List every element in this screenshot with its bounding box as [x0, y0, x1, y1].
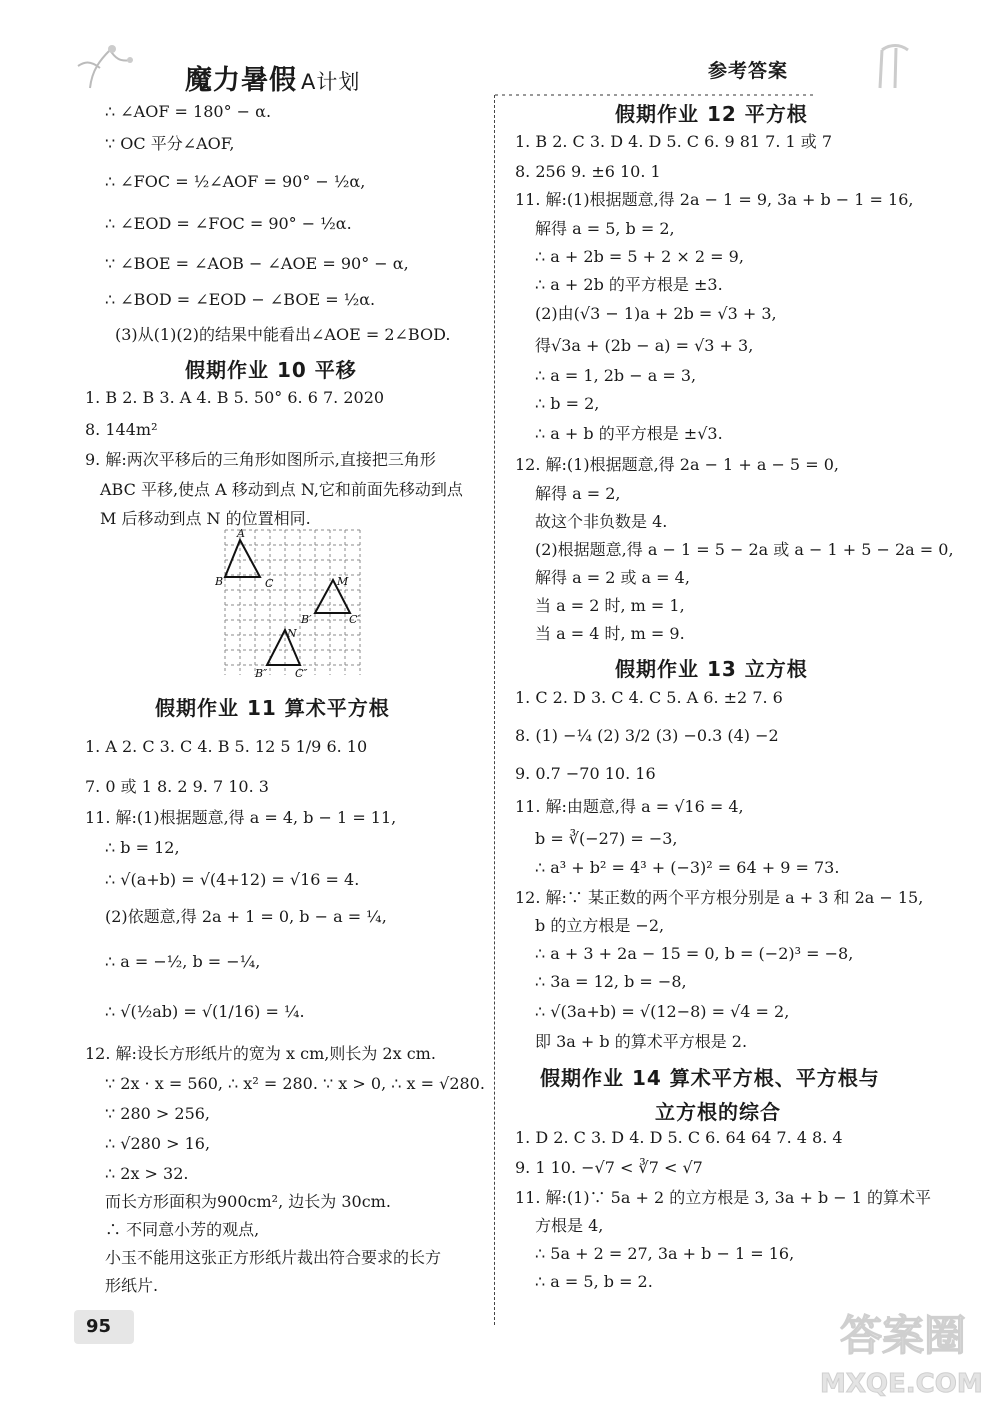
text-line: ∵ ∠BOE = ∠AOB − ∠AOE = 90° − α, — [105, 254, 409, 273]
answer-line: 11. 解:(1)根据题意,得 2a − 1 = 9, 3a + b − 1 = 16, — [515, 190, 914, 209]
answer-line: 8. (1) −¼ (2) 3/2 (3) −0.3 (4) −2 — [515, 726, 779, 745]
answer-line: 12. 解:∵ 某正数的两个平方根分别是 a + 3 和 2a − 15, — [515, 888, 924, 907]
text-line: ∴ a + 2b 的平方根是 ±3. — [535, 275, 723, 294]
text-line: ∴ b = 12, — [105, 838, 180, 857]
text-line: ∴ b = 2, — [535, 394, 600, 413]
answer-line: 11. 解:(1)∵ 5a + 2 的立方根是 3, 3a + b − 1 的算术平 — [515, 1188, 932, 1207]
header-dot-rule — [495, 93, 815, 97]
figure-label: N — [287, 627, 297, 640]
figure-label: B′ — [301, 613, 312, 626]
text-line: M 后移动到点 N 的位置相同. — [100, 509, 311, 528]
text-line: ∴ ∠AOF = 180° − α. — [105, 102, 272, 121]
translation-grid-figure — [215, 525, 375, 680]
figure-label: B — [215, 575, 224, 588]
figure-label: C′ — [349, 613, 360, 626]
text-line: 解得 a = 2 或 a = 4, — [535, 568, 690, 587]
text-line: ∵ 280 > 256, — [105, 1104, 211, 1123]
section-title-14: 假期作业 14 算术平方根、平方根与 — [540, 1066, 880, 1090]
text-line: ∴ ∠FOC = ½∠AOF = 90° − ½α, — [105, 172, 366, 191]
text-line: 形纸片. — [105, 1276, 159, 1295]
section-title-14-cont: 立方根的综合 — [655, 1100, 781, 1124]
plant-decoration-right-icon — [860, 40, 930, 90]
text-line: ∴ √(3a+b) = √(12−8) = √4 = 2, — [535, 1002, 790, 1021]
answer-line: 11. 解:由题意,得 a = √16 = 4, — [515, 797, 744, 816]
text-line: 解得 a = 2, — [535, 484, 621, 503]
text-line: ∵ 2x · x = 560, ∴ x² = 280. ∵ x > 0, ∴ x = √280. — [105, 1074, 485, 1093]
text-line: 当 a = 2 时, m = 1, — [535, 596, 685, 615]
column-divider — [494, 95, 495, 1325]
answer-line: 1. C 2. D 3. C 4. C 5. A 6. ±2 7. 6 — [515, 688, 783, 707]
text-line: 当 a = 4 时, m = 9. — [535, 624, 685, 643]
text-line: b 的立方根是 −2, — [535, 916, 665, 935]
text-line: ∴ 不同意小芳的观点, — [105, 1220, 260, 1239]
brand-title: 魔力暑假 — [185, 65, 297, 96]
text-line: ∴ a = −½, b = −¼, — [105, 952, 261, 971]
header-answer-title: 参考答案 — [708, 60, 789, 82]
text-line: ∵ OC 平分∠AOF, — [105, 134, 235, 153]
text-line: ∴ a³ + b² = 4³ + (−3)² = 64 + 9 = 73. — [535, 858, 840, 877]
text-line: 方根是 4, — [535, 1216, 604, 1235]
figure-label: A — [237, 527, 245, 540]
answer-line: 12. 解:(1)根据题意,得 2a − 1 + a − 5 = 0, — [515, 455, 839, 474]
section-title-10: 假期作业 10 平移 — [185, 358, 357, 382]
text-line: ∴ √280 > 16, — [105, 1134, 211, 1153]
text-line: (3)从(1)(2)的结果中能看出∠AOE = 2∠BOD. — [115, 325, 451, 344]
text-line: ∴ a = 5, b = 2. — [535, 1272, 653, 1291]
answer-line: 1. A 2. C 3. C 4. B 5. 12 5 1/9 6. 10 — [85, 737, 368, 756]
text-line: b = ∛(−27) = −3, — [535, 829, 678, 848]
text-line: ABC 平移,使点 A 移动到点 N,它和前面先移动到点 — [100, 480, 463, 499]
text-line: ∴ a + 2b = 5 + 2 × 2 = 9, — [535, 247, 744, 266]
watermark-bottom: MXQE.COM — [820, 1369, 983, 1399]
answer-line: 7. 0 或 1 8. 2 9. 7 10. 3 — [85, 777, 269, 796]
section-title-11: 假期作业 11 算术平方根 — [155, 696, 390, 720]
book-brand — [185, 58, 360, 97]
text-line: ∴ a + 3 + 2a − 15 = 0, b = (−2)³ = −8, — [535, 944, 854, 963]
answer-line: 1. B 2. B 3. A 4. B 5. 50° 6. 6 7. 2020 — [85, 388, 385, 407]
text-line: 得√3a + (2b − a) = √3 + 3, — [535, 336, 754, 355]
watermark-logo — [780, 1300, 995, 1400]
text-line: ∴ 2x > 32. — [105, 1164, 189, 1183]
text-line: (2)根据题意,得 a − 1 = 5 − 2a 或 a − 1 + 5 − 2a = 0, — [535, 540, 954, 559]
text-line: ∴ a + b 的平方根是 ±√3. — [535, 424, 723, 443]
text-line: 而长方形面积为900cm², 边长为 30cm. — [105, 1192, 391, 1211]
page-number: 95 — [74, 1310, 134, 1344]
figure-label: C″ — [295, 667, 308, 680]
answer-line: 9. 0.7 −70 10. 16 — [515, 764, 656, 783]
answer-line: 8. 256 9. ±6 10. 1 — [515, 162, 661, 181]
watermark-top: 答案圈 — [840, 1311, 967, 1360]
answer-line: 1. B 2. C 3. D 4. D 5. C 6. 9 81 7. 1 或 7 — [515, 132, 833, 151]
text-line: ∴ √(½ab) = √(1/16) = ¼. — [105, 1002, 305, 1021]
answer-line: 8. 144m² — [85, 420, 158, 439]
section-title-13: 假期作业 13 立方根 — [615, 657, 808, 681]
text-line: 即 3a + b 的算术平方根是 2. — [535, 1032, 748, 1051]
text-line: 解得 a = 5, b = 2, — [535, 219, 675, 238]
figure-label: C — [265, 577, 274, 590]
answer-line: 11. 解:(1)根据题意,得 a = 4, b − 1 = 11, — [85, 808, 397, 827]
text-line: 故这个非负数是 4. — [535, 512, 668, 531]
text-line: ∴ a = 1, 2b − a = 3, — [535, 366, 697, 385]
figure-label: M — [337, 575, 349, 588]
section-title-12: 假期作业 12 平方根 — [615, 102, 808, 126]
figure-label: B″ — [255, 667, 268, 680]
answer-line: 9. 1 10. −√7 < ∛7 < √7 — [515, 1158, 703, 1177]
text-line: ∴ 5a + 2 = 27, 3a + b − 1 = 16, — [535, 1244, 795, 1263]
answer-line: 9. 解:两次平移后的三角形如图所示,直接把三角形 — [85, 450, 436, 469]
answer-line: 12. 解:设长方形纸片的宽为 x cm,则长为 2x cm. — [85, 1044, 436, 1063]
text-line: ∴ ∠EOD = ∠FOC = 90° − ½α. — [105, 214, 352, 233]
plant-decoration-left-icon — [70, 40, 180, 90]
brand-subtitle: A计划 — [301, 70, 361, 94]
text-line: 小玉不能用这张正方形纸片裁出符合要求的长方 — [105, 1248, 442, 1267]
text-line: ∴ √(a+b) = √(4+12) = √16 = 4. — [105, 870, 360, 889]
text-line: (2)由(√3 − 1)a + 2b = √3 + 3, — [535, 304, 777, 323]
text-line: ∴ 3a = 12, b = −8, — [535, 972, 687, 991]
answer-line: 1. D 2. C 3. D 4. D 5. C 6. 64 64 7. 4 8. 4 — [515, 1128, 843, 1147]
text-line: ∴ ∠BOD = ∠EOD − ∠BOE = ½α. — [105, 290, 376, 309]
text-line: (2)依题意,得 2a + 1 = 0, b − a = ¼, — [105, 907, 387, 926]
